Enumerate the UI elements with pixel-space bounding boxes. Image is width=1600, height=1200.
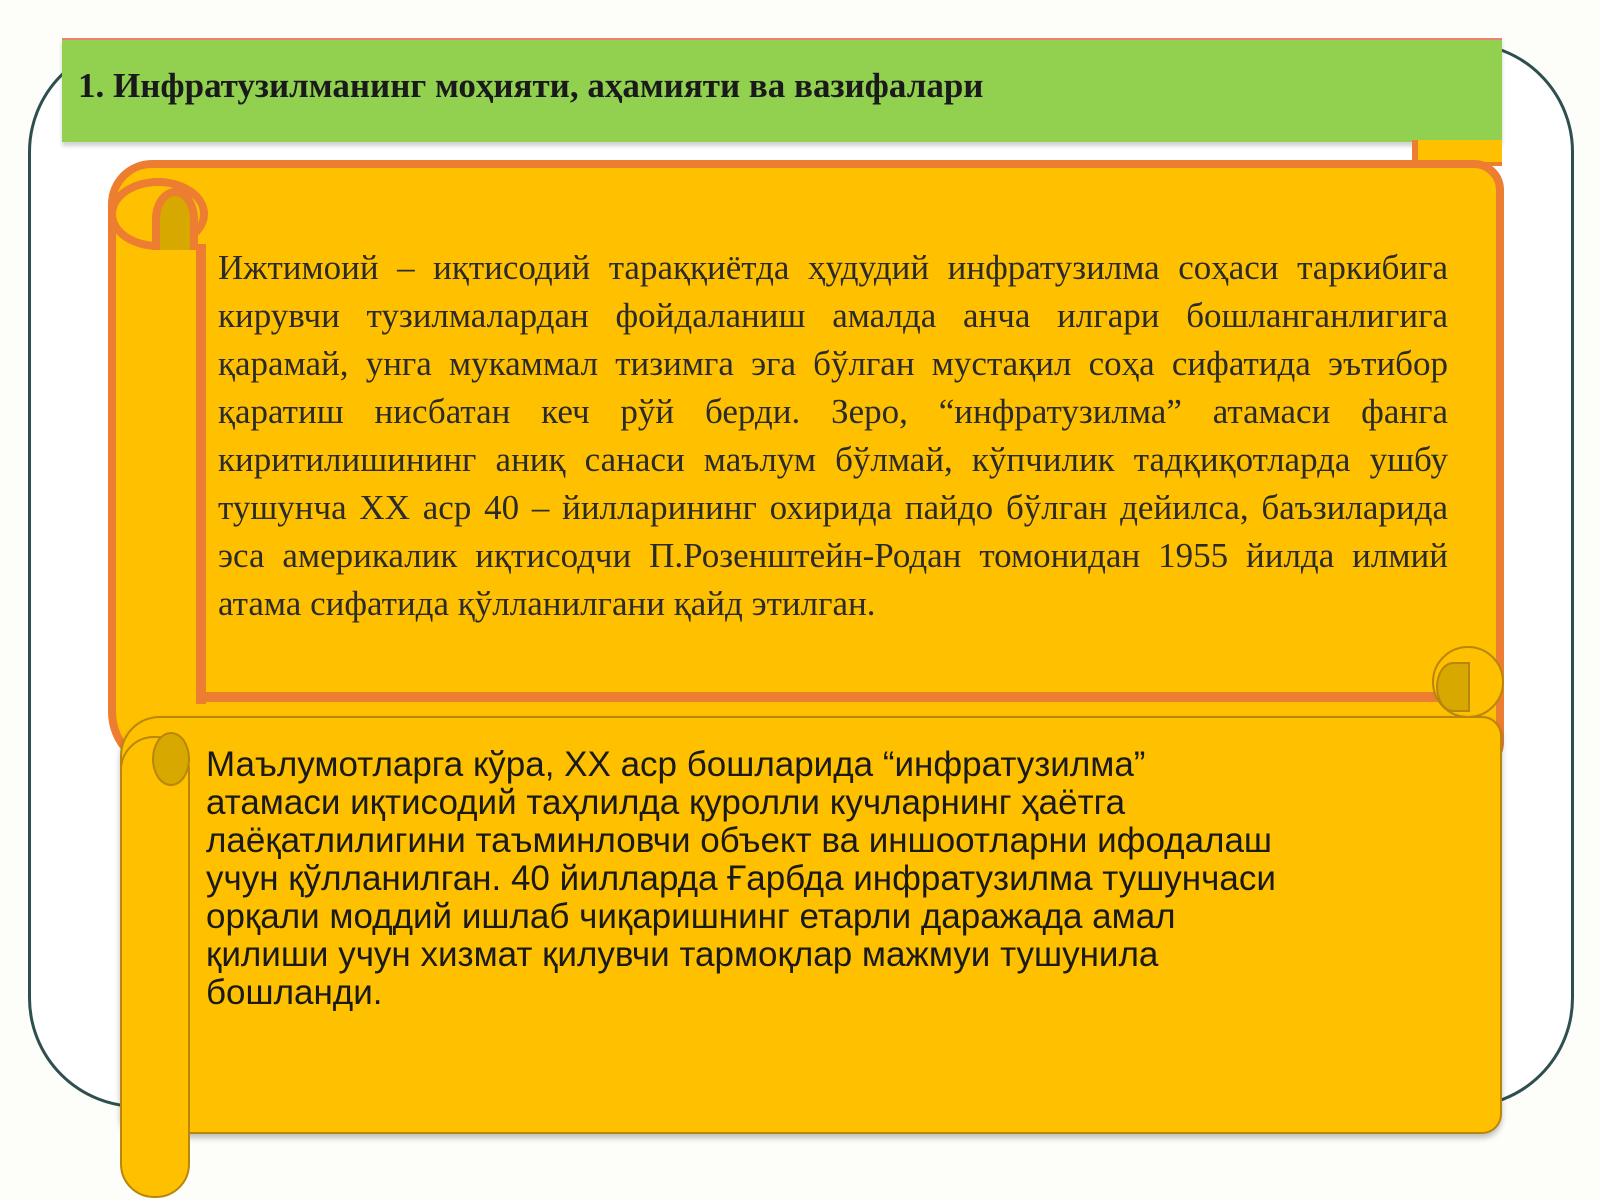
scroll-curl-inner-right-lower <box>1436 662 1470 712</box>
lower-paragraph-line: атамаси иқтисодий таҳлилда қуролли кучларнинг ҳаётга <box>206 783 1126 822</box>
lower-paragraph-line: Маълумотларга кўра, XX аср бошларида “инфратузилма” <box>206 745 1146 784</box>
lower-paragraph-line: учун қўлланилган. 40 йилларда Ғарбда инфратузилма тушунчаси <box>206 859 1276 898</box>
lower-paragraph-line: лаёқатлилигини таъминловчи объект ва иншоотларни ифодалаш <box>206 821 1272 860</box>
upper-paragraph: Ижтимоий – иқтисодий тараққиётда ҳудудий инфратузилма соҳаси таркибига кирувчи тузилмалардан фойдаланиш амалда анча илгари бошланганлигига қарамай, унга мукаммал тизимга эга бўлган мустақил соҳа сифатида эътибор қаратиш нисбатан кеч рўй берди. Зеро, “инфратузилма” атамаси фанга киритилишининг аниқ санаси маълум бўлмай, кўпчилик тадқиқотларда ушбу тушунча XX аср 40 – йилларининг охирида пайдо бўлган дейилса, баъзиларида эса америкалик иқтисодчи П.Розенштейн-Родан томонидан 1955 йилда илмий атама сифатида қўлланилгани қайд этилган. <box>218 248 1448 623</box>
lower-paragraph-line: қилиши учун хизмат қилувчи тармоқлар мажмуи тушунила <box>206 935 1159 974</box>
lower-paragraph-line: орқали моддий ишлаб чиқаришнинг етарли даражада амал <box>206 897 1176 936</box>
lower-paragraph <box>206 746 1456 1012</box>
lower-paragraph-line: бошланди. <box>206 973 383 1012</box>
scroll-rail-upper <box>196 244 206 704</box>
title-bar <box>62 38 1502 142</box>
scroll-rail-lower <box>120 736 190 1198</box>
scroll-bottom-edge-upper <box>196 692 1452 702</box>
slide-title: 1. Инфратузилманинг моҳияти, аҳамияти ва вазифалари <box>78 66 984 105</box>
scroll-curl-inner-upper <box>152 188 198 250</box>
scroll-curl-left-lower <box>152 732 190 786</box>
